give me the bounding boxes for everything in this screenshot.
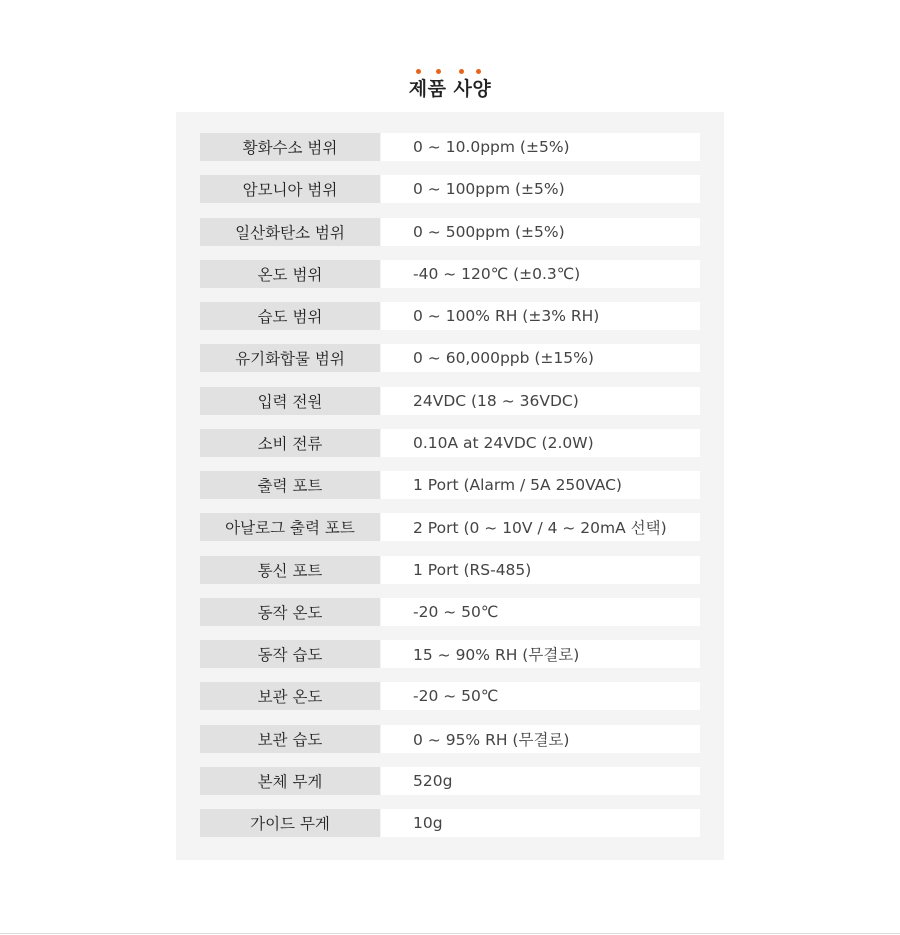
spec-value: 2 Port (0 ~ 10V / 4 ~ 20mA 선택) [381, 513, 700, 541]
spec-label: 습도 범위 [200, 302, 380, 330]
spec-row [200, 640, 700, 668]
spec-row [200, 133, 700, 161]
spec-row [200, 767, 700, 795]
spec-value: 520g [381, 767, 700, 795]
spec-label: 입력 전원 [200, 387, 380, 415]
spec-label: 동작 습도 [200, 640, 380, 668]
spec-label: 통신 포트 [200, 556, 380, 584]
spec-row [200, 218, 700, 246]
spec-row [200, 387, 700, 415]
spec-label: 일산화탄소 범위 [200, 218, 380, 246]
spec-value: 15 ~ 90% RH (무결로) [381, 640, 700, 668]
spec-label: 보관 습도 [200, 725, 380, 753]
spec-table [200, 133, 700, 851]
spec-label: 유기화합물 범위 [200, 344, 380, 372]
spec-row [200, 471, 700, 499]
spec-row [200, 725, 700, 753]
spec-label: 가이드 무게 [200, 809, 380, 837]
accent-dot [476, 69, 481, 74]
spec-row [200, 682, 700, 710]
spec-label: 암모니아 범위 [200, 175, 380, 203]
spec-row [200, 260, 700, 288]
spec-value: 0 ~ 60,000ppb (±15%) [381, 344, 700, 372]
spec-value: 0 ~ 95% RH (무결로) [381, 725, 700, 753]
spec-value: 1 Port (Alarm / 5A 250VAC) [381, 471, 700, 499]
spec-value: 0 ~ 10.0ppm (±5%) [381, 133, 700, 161]
spec-row [200, 556, 700, 584]
spec-value: 0.10A at 24VDC (2.0W) [381, 429, 700, 457]
spec-label: 동작 온도 [200, 598, 380, 626]
spec-label: 소비 전류 [200, 429, 380, 457]
spec-value: -20 ~ 50℃ [381, 598, 700, 626]
spec-value: 0 ~ 100% RH (±3% RH) [381, 302, 700, 330]
spec-value: 0 ~ 500ppm (±5%) [381, 218, 700, 246]
spec-label: 출력 포트 [200, 471, 380, 499]
spec-value: 24VDC (18 ~ 36VDC) [381, 387, 700, 415]
accent-dot [459, 69, 464, 74]
spec-value: 10g [381, 809, 700, 837]
spec-value: 1 Port (RS-485) [381, 556, 700, 584]
spec-value: -40 ~ 120℃ (±0.3℃) [381, 260, 700, 288]
title-wrap [0, 70, 900, 101]
accent-dot [416, 69, 421, 74]
spec-label: 아날로그 출력 포트 [200, 513, 380, 541]
spec-row [200, 809, 700, 837]
bottom-divider [0, 933, 900, 934]
spec-row [200, 344, 700, 372]
spec-label: 본체 무게 [200, 767, 380, 795]
page-title-text: 제품 사양 [408, 78, 492, 100]
spec-row [200, 598, 700, 626]
spec-label: 황화수소 범위 [200, 133, 380, 161]
spec-table-panel [176, 112, 724, 860]
accent-dot [436, 69, 441, 74]
spec-label: 보관 온도 [200, 682, 380, 710]
spec-row [200, 513, 700, 541]
spec-row [200, 175, 700, 203]
spec-row [200, 302, 700, 330]
spec-label: 온도 범위 [200, 260, 380, 288]
spec-row [200, 429, 700, 457]
spec-value: -20 ~ 50℃ [381, 682, 700, 710]
spec-value: 0 ~ 100ppm (±5%) [381, 175, 700, 203]
page-title [409, 70, 492, 101]
